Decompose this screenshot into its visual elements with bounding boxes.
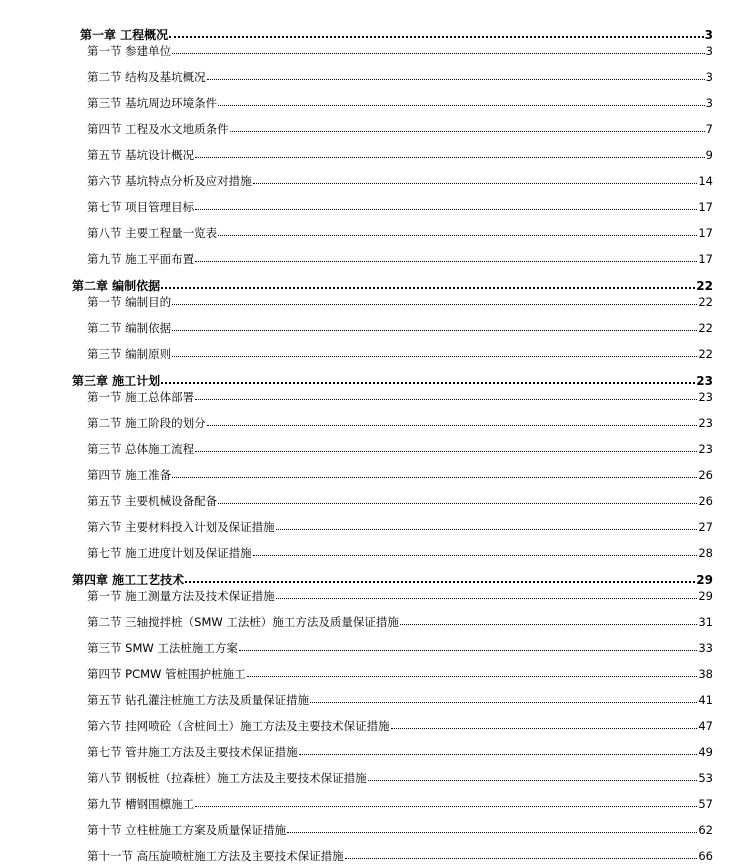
dot-leader <box>239 649 697 651</box>
toc-entry-title: 第六节 挂网喷砼（含桩间土）施工方法及主要技术保证措施 <box>87 719 390 733</box>
toc-entry-title: 第七节 施工进度计划及保证措施 <box>87 546 252 560</box>
toc-section-entry[interactable] <box>87 718 713 734</box>
dot-leader <box>195 450 697 452</box>
toc-page-number: 7 <box>705 122 713 136</box>
dot-leader <box>172 329 697 331</box>
dot-leader <box>391 727 698 729</box>
toc-page-number: 29 <box>696 573 713 587</box>
toc-section-entry[interactable] <box>87 415 713 431</box>
toc-section-entry[interactable] <box>87 294 713 310</box>
toc-section-entry[interactable] <box>87 251 713 267</box>
toc-entry-title: 第五节 主要机械设备配备 <box>87 494 218 508</box>
toc-page-number: 22 <box>698 321 713 335</box>
dot-leader <box>195 260 697 262</box>
toc-section-entry[interactable] <box>87 692 713 708</box>
toc-chapter-entry[interactable] <box>72 277 713 294</box>
toc-section-entry[interactable] <box>87 770 713 786</box>
toc-page-number: 27 <box>698 520 713 534</box>
dot-leader <box>345 857 698 859</box>
toc-entry-title: 第四节 施工准备 <box>87 468 172 482</box>
dot-leader <box>218 104 705 106</box>
toc-section-entry[interactable] <box>87 588 713 604</box>
dot-leader <box>287 831 697 833</box>
toc-entry-title: 第六节 主要材料投入计划及保证措施 <box>87 520 275 534</box>
toc-entry-title: 第三节 编制原则 <box>87 347 172 361</box>
toc-entry-title: 第二节 三轴搅拌桩（SMW 工法桩）施工方法及质量保证措施 <box>87 615 399 629</box>
toc-page-number: 23 <box>698 416 713 430</box>
dot-leader <box>172 303 697 305</box>
toc-entry-title: 第五节 基坑设计概况 <box>87 148 195 162</box>
toc-section-entry[interactable] <box>87 43 713 59</box>
toc-section-entry[interactable] <box>87 147 713 163</box>
dot-leader <box>207 78 705 80</box>
toc-section-entry[interactable] <box>87 822 713 838</box>
toc-entry-title: 第六节 基坑特点分析及应对措施 <box>87 174 252 188</box>
toc-entry-title: 第一节 施工总体部署 <box>87 390 195 404</box>
toc-entry-title: 第九节 槽钢围檩施工 <box>87 797 195 811</box>
toc-entry-title: 第十一节 高压旋喷桩施工方法及主要技术保证措施 <box>87 849 344 863</box>
toc-page-number: 22 <box>698 347 713 361</box>
toc-section-entry[interactable] <box>87 320 713 336</box>
toc-section-entry[interactable] <box>87 69 713 85</box>
toc-entry-title: 第四节 工程及水文地质条件 <box>87 122 229 136</box>
dot-leader <box>368 779 698 781</box>
toc-section-entry[interactable] <box>87 519 713 535</box>
toc-entry-title: 第三节 基坑周边环境条件 <box>87 96 218 110</box>
toc-page-number: 17 <box>698 252 713 266</box>
toc-page-number: 22 <box>696 279 713 293</box>
toc-section-entry[interactable] <box>87 493 713 509</box>
toc-section-entry[interactable] <box>87 666 713 682</box>
toc-section-entry[interactable] <box>87 346 713 362</box>
toc-section-entry[interactable] <box>87 173 713 189</box>
toc-entry-title: 第三节 总体施工流程 <box>87 442 195 456</box>
dot-leader <box>169 35 703 38</box>
toc-entry-title: 第三节 SMW 工法桩施工方案 <box>87 641 238 655</box>
dot-leader <box>172 476 697 478</box>
toc-page-number: 26 <box>698 494 713 508</box>
dot-leader <box>310 701 697 703</box>
toc-page-number: 17 <box>698 226 713 240</box>
toc-page-number: 47 <box>698 719 713 733</box>
toc-entry-title: 第七节 项目管理目标 <box>87 200 195 214</box>
toc-section-entry[interactable] <box>87 467 713 483</box>
dot-leader <box>172 52 705 54</box>
dot-leader <box>195 156 705 158</box>
toc-entry-title: 第八节 钢板桩（拉森桩）施工方法及主要技术保证措施 <box>87 771 367 785</box>
toc-entry-title: 第四章 施工工艺技术 <box>72 573 185 587</box>
toc-entry-title: 第一章 工程概况 <box>80 28 169 42</box>
toc-page-number: 3 <box>705 96 713 110</box>
toc-page-number: 3 <box>705 44 713 58</box>
toc-entry-title: 第二节 编制依据 <box>87 321 172 335</box>
toc-entry-title: 第五节 钻孔灌注桩施工方法及质量保证措施 <box>87 693 310 707</box>
toc-entry-title: 第一节 编制目的 <box>87 295 172 309</box>
toc-entry-title: 第二节 结构及基坑概况 <box>87 70 206 84</box>
toc-page-number: 23 <box>698 442 713 456</box>
dot-leader <box>247 675 698 677</box>
toc-page-number: 9 <box>705 148 713 162</box>
toc-page-number: 41 <box>698 693 713 707</box>
toc-section-entry[interactable] <box>87 121 713 137</box>
dot-leader <box>195 398 697 400</box>
dot-leader <box>276 597 698 599</box>
toc-section-entry[interactable] <box>87 614 713 630</box>
toc-page-number: 57 <box>698 797 713 811</box>
toc-page-number: 22 <box>698 295 713 309</box>
toc-entry-title: 第二节 施工阶段的划分 <box>87 416 206 430</box>
toc-entry-title: 第十节 立柱桩施工方案及质量保证措施 <box>87 823 287 837</box>
toc-section-entry[interactable] <box>87 744 713 760</box>
dot-leader <box>253 554 698 556</box>
toc-page-number: 23 <box>698 390 713 404</box>
toc-page-number: 28 <box>698 546 713 560</box>
toc-page-number: 23 <box>696 374 713 388</box>
toc-page-number: 33 <box>698 641 713 655</box>
toc-page-number: 49 <box>698 745 713 759</box>
toc-page-number: 29 <box>698 589 713 603</box>
toc-section-entry[interactable] <box>87 95 713 111</box>
toc-chapter-entry[interactable] <box>72 372 713 389</box>
toc-section-entry[interactable] <box>87 848 713 864</box>
toc-page-number: 31 <box>698 615 713 629</box>
toc-section-entry[interactable] <box>87 545 713 561</box>
toc-entry-title: 第一节 施工测量方法及技术保证措施 <box>87 589 275 603</box>
dot-leader <box>218 234 697 236</box>
toc-section-entry[interactable] <box>87 199 713 215</box>
toc-page-number: 3 <box>705 70 713 84</box>
toc-entry-title: 第四节 PCMW 管桩围护桩施工 <box>87 667 246 681</box>
toc-chapter-entry[interactable] <box>80 26 713 43</box>
dot-leader <box>299 753 698 755</box>
dot-leader <box>185 580 695 583</box>
dot-leader <box>230 130 705 132</box>
toc-section-entry[interactable] <box>87 225 713 241</box>
toc-entry-title: 第三章 施工计划 <box>72 374 161 388</box>
toc-page-number: 17 <box>698 200 713 214</box>
dot-leader <box>195 208 697 210</box>
toc-page-number: 38 <box>698 667 713 681</box>
toc-entry-title: 第一节 参建单位 <box>87 44 172 58</box>
toc-entry-title: 第八节 主要工程量一览表 <box>87 226 218 240</box>
dot-leader <box>161 286 695 289</box>
dot-leader <box>218 502 697 504</box>
toc-chapter-entry[interactable] <box>72 571 713 588</box>
toc-entry-title: 第七节 管井施工方法及主要技术保证措施 <box>87 745 298 759</box>
dot-leader <box>172 355 697 357</box>
toc-page-number: 62 <box>698 823 713 837</box>
dot-leader <box>161 381 695 384</box>
toc-section-entry[interactable] <box>87 796 713 812</box>
toc-section-entry[interactable] <box>87 640 713 656</box>
dot-leader <box>253 182 698 184</box>
dot-leader <box>276 528 698 530</box>
toc-page-number: 53 <box>698 771 713 785</box>
toc-entry-title: 第九节 施工平面布置 <box>87 252 195 266</box>
toc-page-number: 14 <box>698 174 713 188</box>
toc-section-entry[interactable] <box>87 389 713 405</box>
toc-page-number: 3 <box>704 28 713 42</box>
toc-entry-title: 第二章 编制依据 <box>72 279 161 293</box>
toc-page-number: 66 <box>698 849 713 863</box>
toc-section-entry[interactable] <box>87 441 713 457</box>
toc-page-number: 26 <box>698 468 713 482</box>
dot-leader <box>400 623 697 625</box>
dot-leader <box>195 805 697 807</box>
dot-leader <box>207 424 698 426</box>
